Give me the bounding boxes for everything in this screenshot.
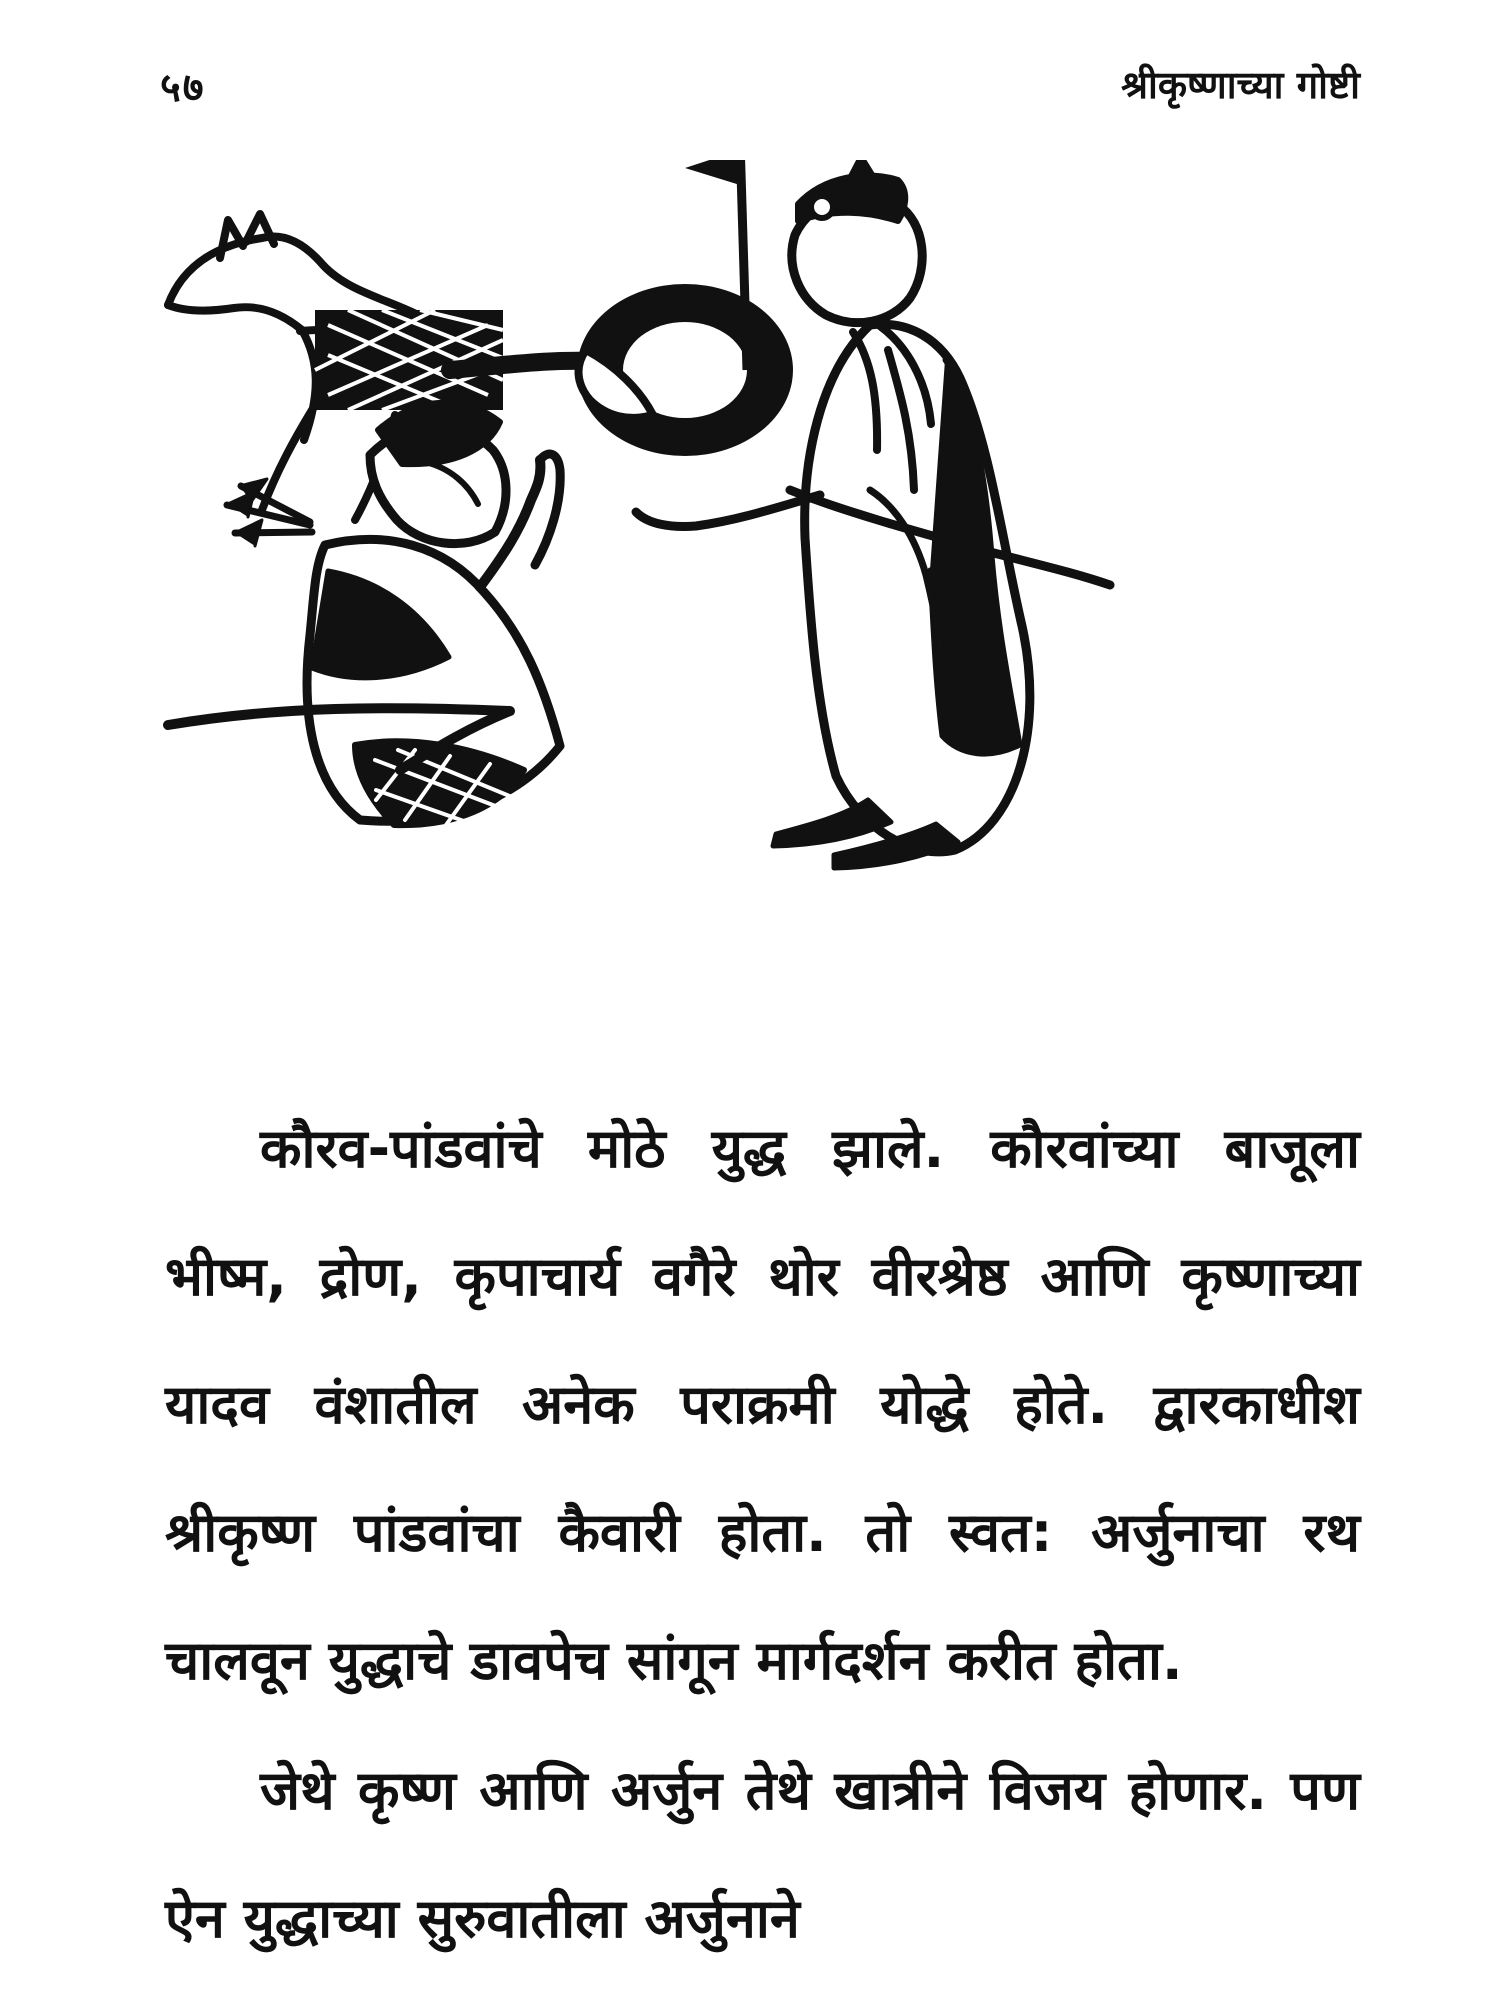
running-title: श्रीकृष्णाच्या गोष्टी	[1121, 63, 1360, 107]
krishna-arjuna-chariot-illustration	[150, 160, 1370, 1070]
krishna-standing	[579, 160, 1110, 868]
paragraph: जेथे कृष्ण आणि अर्जुन तेथे खात्रीने विजय होणार. पण ऐन युद्धाच्या सुरुवातीला अर्जुनाने	[165, 1759, 1360, 1950]
paragraph: कौरव-पांडवांचे मोठे युद्ध झाले. कौरवांच्या बाजूला भीष्म, द्रोण, कृपाचार्य वगैरे थोर वीरश्रेष्ठ आणि कृष्णाच्या यादव वंशातील अनेक पराक्रमी योद्धे होते. द्वारकाधीश श्रीकृष्ण पांडवांचा कैवारी होता. तो स्वत: अर्जुनाचा रथ चालवून युद्धाचे डावपेच सांगून मार्गदर्शन करीत होता.	[165, 1117, 1360, 1692]
body-text	[165, 1085, 1360, 1983]
page-header	[0, 0, 1500, 120]
arjuna-kneeling	[168, 403, 560, 825]
page-number: ५७	[160, 65, 206, 111]
